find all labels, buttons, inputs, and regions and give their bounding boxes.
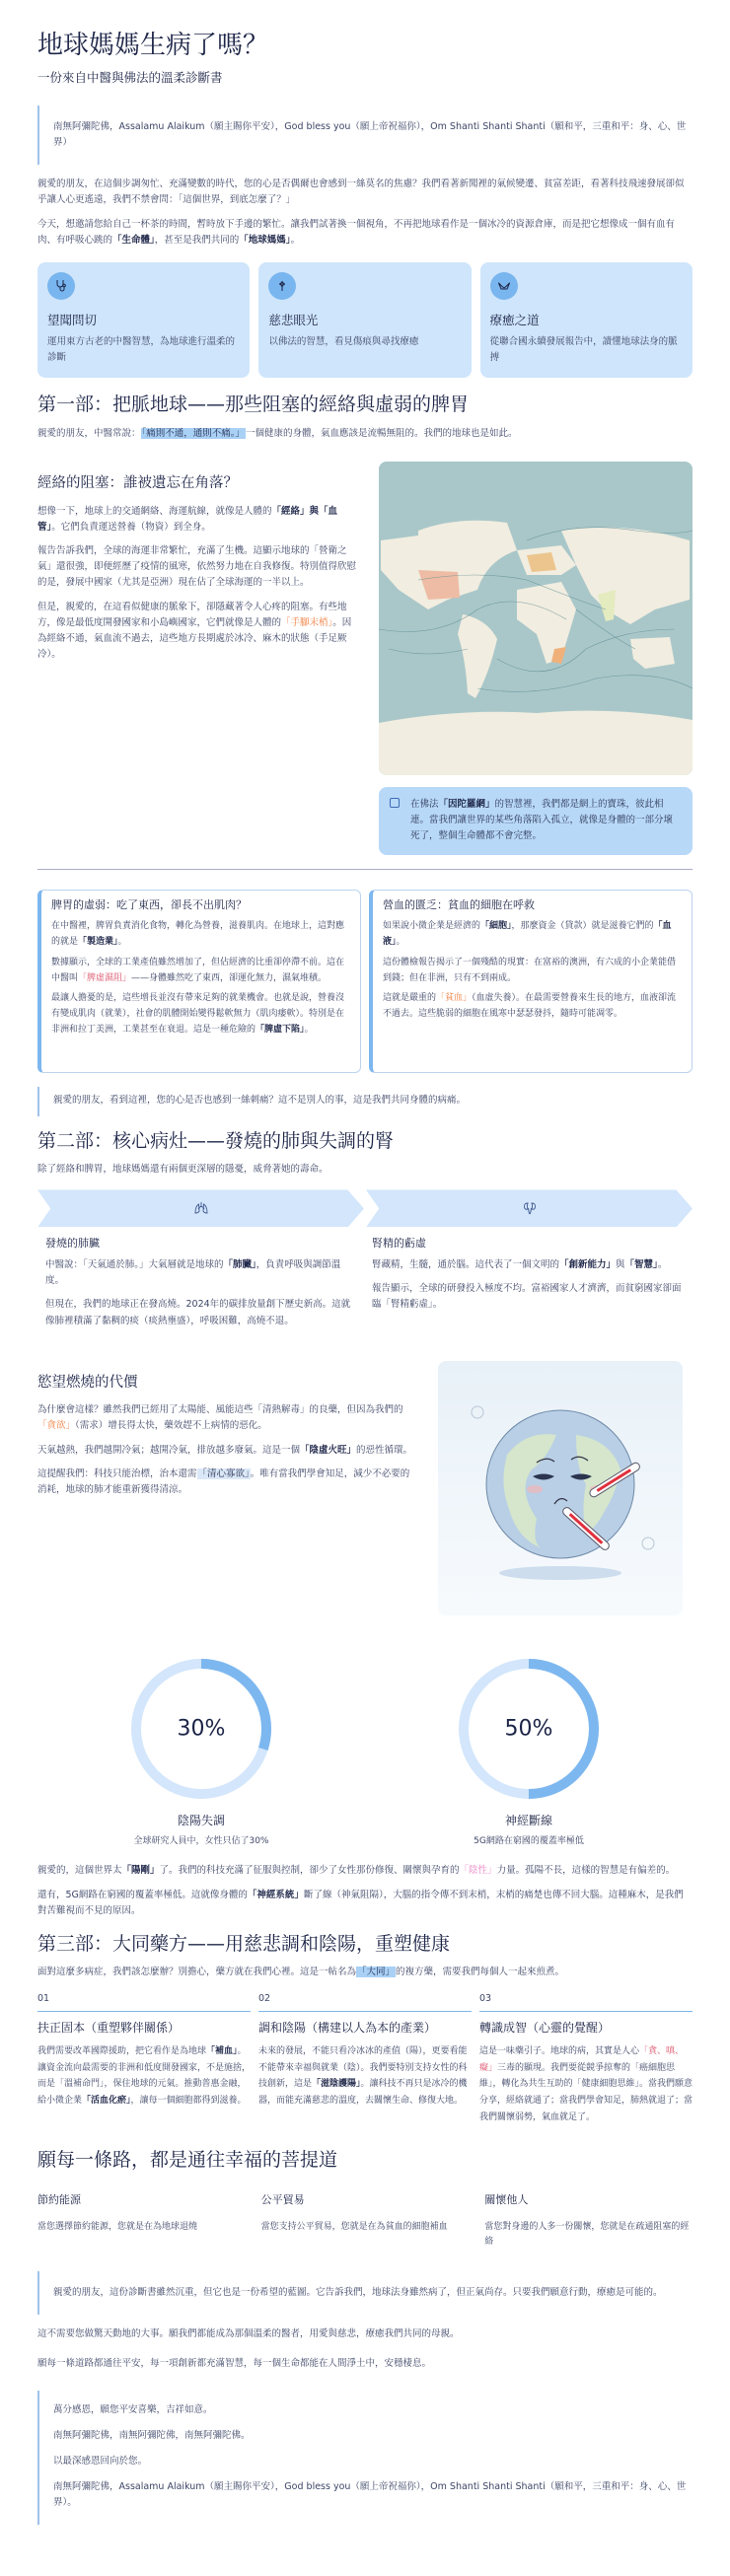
card-paragraph <box>51 956 350 987</box>
text: 。 <box>396 937 405 948</box>
meridian-subheading: 經絡的阻塞：誰被遺忘在角落？ <box>37 475 238 492</box>
text: 我們需要改革國際援助，把它看作是為地球 <box>37 2046 207 2057</box>
reflection-quote <box>37 1087 693 1116</box>
text: 與 <box>616 1259 625 1271</box>
text: 這就是嚴重的 <box>383 993 437 1004</box>
highlighted-phrase: 「大同」 <box>357 1967 396 1978</box>
part1-lead <box>37 426 693 442</box>
hope-text: 親愛的朋友，這份診斷書雖然沉重，但它也是一份希望的藍圖。它告訴我們，地球法身雖然病了，但正氣尚存。只要我們願意行動，療癒是可能的。 <box>53 2287 663 2299</box>
stat-nerve <box>401 1655 657 1850</box>
organ-title: 發燒的肺臟 <box>45 1237 100 1251</box>
text: 。讓科技不再只是冰冷的機器，而能充滿慈悲的溫度，去關懷生命、修復大地。 <box>258 2079 468 2106</box>
keyword-red: 「脾虛濕阻」 <box>78 972 132 983</box>
text: 。 <box>290 234 301 246</box>
feature-card-diagnosis <box>37 262 250 379</box>
text: 了。我們的科技充滿了征服與控制，卻少了女性那份修復、關懷與孕育的 <box>159 1865 460 1877</box>
hope-quote <box>37 2271 693 2315</box>
desire-paragraph-3 <box>37 1467 416 1498</box>
page-title: 地球媽媽生病了嗎？ <box>37 31 269 60</box>
text: 的惡性循環。 <box>356 1444 413 1456</box>
feature-title: 慈悲眼光 <box>268 312 319 327</box>
sick-earth-illustration <box>438 1361 683 1615</box>
text: ，甚至是我們共同的 <box>154 234 240 246</box>
keyword: 「智慧」 <box>624 1259 658 1271</box>
hands-icon <box>490 272 518 300</box>
way-desc: 當您對身邊的人多一份關懷，您就是在疏通阻塞的經絡 <box>484 2221 690 2247</box>
closing-heading: 願每一條路，都是通往幸福的菩提道 <box>37 2149 338 2172</box>
step-desc <box>258 2043 472 2110</box>
keyword: 「活血化瘀」 <box>82 2096 131 2106</box>
way-desc: 當您支持公平貿易，您就是在為貧血的細胞補血 <box>260 2221 448 2232</box>
desire-paragraph-2 <box>37 1443 416 1459</box>
organ-details <box>37 1235 693 1336</box>
kidney-detail <box>372 1235 685 1336</box>
spleen-card <box>37 890 361 1073</box>
text: 這提醒我們：科技只能治標，治本還需 <box>37 1467 197 1479</box>
keyword-orange: 「貧血」 <box>436 993 473 1004</box>
part2-lead: 除了經絡和脾胃，地球媽媽還有兩個更深層的隱憂，威脅著她的壽命。 <box>37 1164 328 1176</box>
remedy-steps <box>37 1991 693 2126</box>
text: 在中醫裡，脾胃負責消化食物，轉化為營養，滋養肌肉。在地球上，這對應的就是 <box>51 921 345 948</box>
keyword: 「陽剛」 <box>121 1865 160 1877</box>
part3-lead <box>37 1965 693 1980</box>
meridian-section <box>37 462 693 854</box>
nerve-paragraph <box>37 1888 693 1919</box>
keyword: 「補血」 <box>206 2046 238 2057</box>
organ-title: 腎精的虧虛 <box>372 1237 426 1251</box>
stats-donuts <box>37 1655 693 1850</box>
keyword: 「陰虛火旺」 <box>300 1444 357 1456</box>
organ-paragraph: 報告顯示，全球的研發投入極度不均。富裕國家人才濟濟，而貧窮國家卻面臨「腎精虧虛」。 <box>372 1283 682 1311</box>
part2-heading: 第二部：核心病灶——發燒的肺與失調的腎 <box>37 1129 395 1152</box>
shipping-routes-world-map <box>379 462 693 775</box>
stat-caption: 5G網路在窮國的覆蓋率極低 <box>474 1836 584 1847</box>
text: 還有，5G網路在窮國的覆蓋率極低。這就像身體的 <box>37 1889 248 1900</box>
lungs-icon <box>193 1201 209 1215</box>
lungs-chevron <box>37 1189 364 1227</box>
kidneys-icon <box>522 1201 538 1215</box>
meridian-paragraph-1 <box>37 504 357 536</box>
keyword-red: 「貪、嗔、癡」 <box>479 2046 685 2073</box>
desire-subheading: 慾望燃燒的代價 <box>37 1374 138 1391</box>
keyword-orange: 「手腳末梢」 <box>281 616 333 628</box>
note-icon <box>390 798 400 808</box>
remedy-step-2 <box>258 1991 472 2126</box>
keyword: 「細胞」 <box>480 921 512 932</box>
keyword: 「因陀羅網」 <box>438 799 495 811</box>
donut-chart-30 <box>127 1655 275 1803</box>
text: 力量。孤陽不長，這樣的智慧是有偏差的。 <box>496 1865 676 1877</box>
way-desc: 當您選擇節約能源，您就是在為地球退燒 <box>37 2221 198 2232</box>
desire-section <box>37 1361 693 1615</box>
text: 的智慧裡，我們都是網上的寶珠，彼此相連。當我們讓世界的某些角落陷入孤立，就像是身體的一部分壞死了，整個生命體都不會完整。 <box>410 799 674 842</box>
stat-value: 50% <box>504 1716 553 1742</box>
text: ，那麼資金（貸款）就是滋養它們的 <box>511 921 654 932</box>
meridian-paragraph-3 <box>37 600 357 664</box>
text: ，讓每一個細胞都得到滋養。 <box>130 2096 247 2106</box>
remedy-step-1 <box>37 1991 251 2126</box>
keyword: 「神經系統」 <box>247 1889 304 1900</box>
feature-cards <box>37 262 693 379</box>
blood-card <box>369 890 693 1073</box>
text: 中醫說：「天氣通於肺。」大氣層就是地球的 <box>45 1259 224 1271</box>
text: 但是，親愛的，在這看似健康的脈象下，卻隱藏著令人心疼的阻塞。有些地方，像是最低度開發國家和小島嶼國家，它們就像是人體的 <box>37 601 347 628</box>
yin-yang-paragraph <box>37 1863 693 1879</box>
step-title: 調和陰陽（構建以人為本的產業） <box>258 2020 437 2035</box>
keyword-pink: 「陰性」 <box>459 1865 497 1877</box>
stethoscope-icon <box>47 272 75 300</box>
final-line: 萬分感恩，願您平安喜樂，吉祥如意。 <box>53 2403 213 2415</box>
text: （需求）增長得太快，藥效趕不上病情的惡化。 <box>75 1420 267 1432</box>
text: 為什麼會這樣？雖然我們已經用了太陽能、風能這些「清熱解毒」的良藥，但因為我們的 <box>37 1404 403 1416</box>
step-title: 轉識成智（心靈的覺醒） <box>479 2020 611 2035</box>
keyword: 「製造業」 <box>78 937 118 948</box>
card-paragraph <box>51 991 350 1038</box>
part3-heading: 第三部：大同藥方——用慈悲調和陰陽，重塑健康 <box>37 1932 451 1955</box>
text: 。因為經絡不通，氣血流不過去，這些地方長期處於冰冷、麻木的狀態（手足厥冷）。 <box>37 616 352 660</box>
text: 。 <box>657 1259 668 1271</box>
text: 如果說小微企業是經濟的 <box>383 921 481 932</box>
text: 。讓資金流向最需要的非洲和低度開發國家，不是施捨，而是「溫補命門」，保住地球的元氣。推動普惠金融，給小微企業 <box>37 2046 252 2106</box>
keyword: 「經絡」與「血管」 <box>37 505 338 533</box>
meridian-paragraph-2: 報告告訴我們，全球的海運非常繁忙，充滿了生機。這顯示地球的「營衛之氣」還很強，即便經歷了疫情的風寒，依然努力地在自我修復。特別值得欣慰的是，發展中國家（尤其是亞洲）現在佔了全球海運的一半以上。 <box>37 545 357 589</box>
closing-paragraph-1: 這不需要您做驚天動地的大事。願我們都能成為那個溫柔的醫者，用愛與慈悲，療癒我們共同的母親。 <box>37 2328 460 2340</box>
action-ways <box>37 2191 693 2250</box>
feature-desc: 以佛法的智慧，看見傷痕與尋找療癒 <box>268 336 419 348</box>
step-desc <box>479 2043 693 2125</box>
keyword: 「滋陰護陽」 <box>312 2079 361 2090</box>
text: 今天，想邀請您給自己一杯茶的時間，暫時放下手邊的繁忙。讓我們試著換一個視角，不再把地球看作是一個冰冷的資源倉庫，而是把它想像成一個有血有肉、有呼吸心跳的 <box>37 218 676 246</box>
way-energy <box>37 2191 246 2250</box>
keyword: 「地球媽媽」 <box>239 234 291 246</box>
organ-paragraph: 但現在，我們的地球正在發高燒。2024年的碳排放量創下歷史新高。這就像肺裡積滿了黏稠的痰（痰熱壅盛），呼吸困難，高燒不退。 <box>45 1299 351 1326</box>
keyword: 「血液」 <box>383 921 672 948</box>
text: 親愛的，這個世界太 <box>37 1865 122 1877</box>
text: 在佛法 <box>410 799 439 811</box>
desire-paragraph-1 <box>37 1402 416 1434</box>
highlighted-phrase: 「清心寡欲」 <box>197 1467 250 1479</box>
text: 腎藏精，生髓，通於腦。這代表了一個文明的 <box>372 1259 560 1271</box>
feature-desc: 從聯合國永續發展報告中，讀懂地球法身的脈搏 <box>489 336 678 364</box>
card-paragraph <box>383 991 682 1023</box>
organ-chevrons <box>37 1189 693 1227</box>
way-fair-trade <box>261 2191 470 2250</box>
text: 。唯有當我們學會知足，減少不必要的消耗，地球的肺才能重新獲得清涼。 <box>37 1467 410 1495</box>
feature-desc: 運用東方古老的中醫智慧，為地球進行溫柔的診斷 <box>47 336 236 364</box>
text: 數據顯示，全球的工業產值雖然增加了，但佔經濟的比重卻停滯不前。這在中醫叫 <box>51 957 345 983</box>
way-title: 節約能源 <box>37 2192 81 2206</box>
intro-paragraph-2 <box>37 217 693 249</box>
organ-cards <box>37 890 693 1073</box>
opening-blessing-quote <box>37 106 693 165</box>
keyword: 「肺臟」 <box>223 1259 256 1271</box>
text: 最讓人擔憂的是，這些增長並沒有帶來足夠的就業機會。也就是說，營養沒有變成肌肉（就業），社會的肌體開始變得鬆軟無力（肌肉痿軟）。特別是在非洲和拉丁美洲，工業甚至在衰退。這是一種危險的 <box>51 993 345 1035</box>
donut-chart-50 <box>455 1655 603 1803</box>
final-line: 南無阿彌陀佛，Assalamu Alaikum（願主賜你平安），God bless you（願上帝祝福你），Om Shanti Shanti Shanti（願和平，三重和平：身、心、世界）。 <box>53 2481 687 2509</box>
text: 未來的發展，不能只看冷冰冰的產值（陽），更要看能不能帶來幸福與就業（陰）。我們要特別支持女性的科技創新，這是 <box>258 2046 468 2090</box>
text: 親愛的朋友，中醫常說： <box>37 428 141 440</box>
text: 想像一下，地球上的交通網絡、海運航線，就像是人體的 <box>37 505 272 517</box>
card-paragraph <box>383 919 682 951</box>
text: 。 <box>304 1024 314 1035</box>
remedy-step-3 <box>479 1991 693 2126</box>
keyword: 「生命體」 <box>112 234 155 246</box>
blessing-text: 南無阿彌陀佛，Assalamu Alaikum（願主賜你平安），God bless you（願上帝祝福你），Om Shanti Shanti Shanti（願和平，三重和平：身、心、世界） <box>53 121 687 149</box>
text: （血虛失養）。在最需要營養來生長的地方，血液卻流不過去。這些脆弱的細胞在風寒中瑟瑟發抖，隨時可能凋零。 <box>383 993 677 1020</box>
card-title: 營血的匱乏：貧血的細胞在呼救 <box>383 897 535 911</box>
stat-value: 30% <box>177 1716 226 1742</box>
feature-card-compassion <box>258 262 471 379</box>
kidneys-chevron <box>366 1189 693 1227</box>
step-number: 01 <box>37 1991 251 2012</box>
stat-label: 陰陽失調 <box>177 1813 225 1827</box>
closing-paragraph-2: 願每一條道路都通往平安，每一項創新都充滿智慧，每一個生命都能在人間淨土中，安穩棲息。 <box>37 2358 432 2370</box>
stat-yin-yang <box>73 1655 329 1850</box>
text: ——身體雖然吃了東西，卻運化無力，濕氣堆積。 <box>131 972 328 983</box>
text: 這是一味藥引子。地球的病，其實是人心 <box>479 2046 640 2057</box>
text: 的複方藥，需要我們每個人一起來煎煮。 <box>396 1967 565 1978</box>
reflection-text: 親愛的朋友，看到這裡，您的心是否也感到一絲刺痛？這不是別人的事，這是我們共同身體的病痛。 <box>53 1094 467 1106</box>
keyword: 「創新能力」 <box>559 1259 617 1271</box>
step-number: 02 <box>258 1991 472 2012</box>
step-number: 03 <box>479 1991 693 2012</box>
intro-paragraph-1: 親愛的朋友，在這個步調匆忙、充滿變數的時代，您的心是否偶爾也會感到一絲莫名的焦慮？我們看著新聞裡的氣候變遷、貧富差距，看著科技飛速發展卻似乎讓人心更遙遠，我們不禁會問：「這個世界，到底怎麼了？」 <box>37 179 685 206</box>
final-blessing-quote <box>37 2391 693 2526</box>
card-paragraph: 這份體檢報告揭示了一個殘酷的現實：在富裕的澳洲，有六成的小企業能借到錢；但在非洲，只有不到兩成。 <box>383 957 677 983</box>
text: 斷了線（神氣阻隔），大腦的指令傳不到末梢，末梢的痛楚也傳不回大腦。這種麻木，是我們對苦難視而不見的原因。 <box>37 1889 684 1916</box>
text: 三毒的顯現。我們要從競爭掠奪的「癌細胞思維」，轉化為共生互助的「健康細胞思維」。當我們願意分享，經絡就通了；當我們學會知足，肺熱就退了；當我們關懷弱勢，氣血就足了。 <box>479 2062 694 2122</box>
step-desc <box>37 2043 251 2110</box>
feature-title: 望聞問切 <box>47 312 98 327</box>
flower-icon <box>268 272 296 300</box>
final-line: 南無阿彌陀佛，南無阿彌陀佛，南無阿彌陀佛。 <box>53 2429 251 2441</box>
keyword-orange: 「貪欲」 <box>37 1420 76 1432</box>
keyword: 「脾虛下陷」 <box>256 1024 305 1035</box>
text: 天氣越熱，我們越開冷氣；越開冷氣，排放越多廢氣。這是一個 <box>37 1444 301 1456</box>
highlighted-quote: 「痛則不通，通則不痛。」 <box>141 428 246 440</box>
feature-title: 療癒之道 <box>489 312 540 327</box>
stat-label: 神經斷線 <box>504 1813 552 1827</box>
card-paragraph <box>51 919 350 951</box>
card-title: 脾胃的虛弱：吃了東西，卻長不出肌肉？ <box>51 897 247 911</box>
indra-net-callout <box>379 787 693 854</box>
section-divider <box>37 869 693 870</box>
organ-paragraph <box>45 1257 358 1289</box>
way-care <box>484 2191 693 2250</box>
text: 面對這麼多病症，我們該怎麼辦？別擔心，藥方就在我們心裡。這是一帖名為 <box>37 1967 357 1978</box>
page-subtitle: 一份來自中醫與佛法的溫柔診斷書 <box>37 69 223 85</box>
part1-heading: 第一部：把脈地球——那些阻塞的經絡與虛弱的脾胃 <box>37 394 470 416</box>
lungs-detail <box>45 1235 358 1336</box>
stat-caption: 全球研究人員中，女性只佔了30% <box>133 1836 269 1847</box>
final-line: 以最深感恩回向於您。 <box>53 2455 148 2467</box>
way-title: 關懷他人 <box>484 2192 529 2206</box>
step-title: 扶正固本（重塑夥伴關係） <box>37 2020 181 2035</box>
text: ，負責呼吸與調節溫度。 <box>45 1259 341 1287</box>
text: 。它們負責運送營養（物資）到全身。 <box>51 521 211 533</box>
text: 。 <box>117 937 127 948</box>
way-title: 公平貿易 <box>260 2192 305 2206</box>
text: 一個健康的身體，氣血應該是流暢無阻的。我們的地球也是如此。 <box>246 428 518 440</box>
feature-card-healing <box>480 262 693 379</box>
organ-paragraph <box>372 1257 685 1273</box>
